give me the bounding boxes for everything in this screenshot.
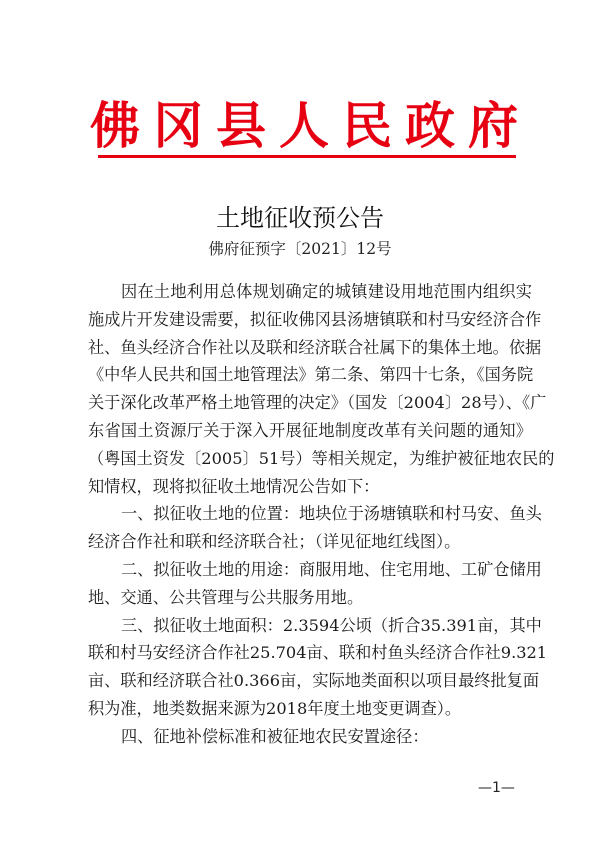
body-line: 四、征地补偿标准和被征地农民安置途径：	[121, 726, 429, 746]
body-line: 社、鱼头经济合作社以及联和经济联合社属下的集体土地。依据	[88, 337, 542, 357]
document-body	[88, 278, 555, 751]
page-number: —1—	[478, 780, 515, 796]
body-line: 联和村马安经济合作社25.704亩、联和村鱼头经济合作社9.321	[88, 643, 548, 663]
body-line: 知情权，现将拟征收土地情况公告如下：	[88, 476, 380, 496]
body-line: 东省国土资源厅关于深入开展征地制度改革有关问题的通知》	[88, 420, 532, 440]
body-line: 因在土地利用总体规划确定的城镇建设用地范围内组织实	[121, 282, 532, 301]
body-line: （粤国土资发〔2005〕51号）等相关规定，为维护被征地农民的	[88, 448, 555, 468]
document-title: 土地征收预公告	[216, 204, 384, 232]
body-line: 《中华人民共和国土地管理法》第二条、第四十七条，《国务院	[88, 365, 534, 385]
body-line: 关于深化改革严格土地管理的决定》（国发〔2004〕28号）、《广	[88, 393, 547, 413]
body-line: 一、拟征收土地的位置：地块位于汤塘镇联和村马安、鱼头	[121, 504, 542, 524]
body-line: 积为准，地类数据来源为2018年度土地变更调查）。	[88, 698, 462, 718]
body-line: 亩、联和经济联合社0.366亩，实际地类面积以项目最终批复面	[88, 671, 540, 691]
issuer-heading: 佛冈县人民政府	[90, 96, 518, 155]
body-line: 地、交通、公共管理与公共服务用地。	[88, 587, 364, 607]
document-number: 佛府征预字〔2021〕12号	[208, 240, 392, 258]
red-divider	[98, 155, 516, 158]
body-line: 施成片开发建设需要，拟征收佛冈县汤塘镇联和村马安经济合作	[88, 309, 542, 329]
body-line: 经济合作社和联和经济联合社；（详见征地红线图）。	[88, 532, 461, 552]
body-line: 三、拟征收土地面积：2.3594公顷（折合35.391亩，其中	[121, 615, 542, 635]
body-line: 二、拟征收土地的用途：商服用地、住宅用地、工矿仓储用	[121, 559, 542, 579]
